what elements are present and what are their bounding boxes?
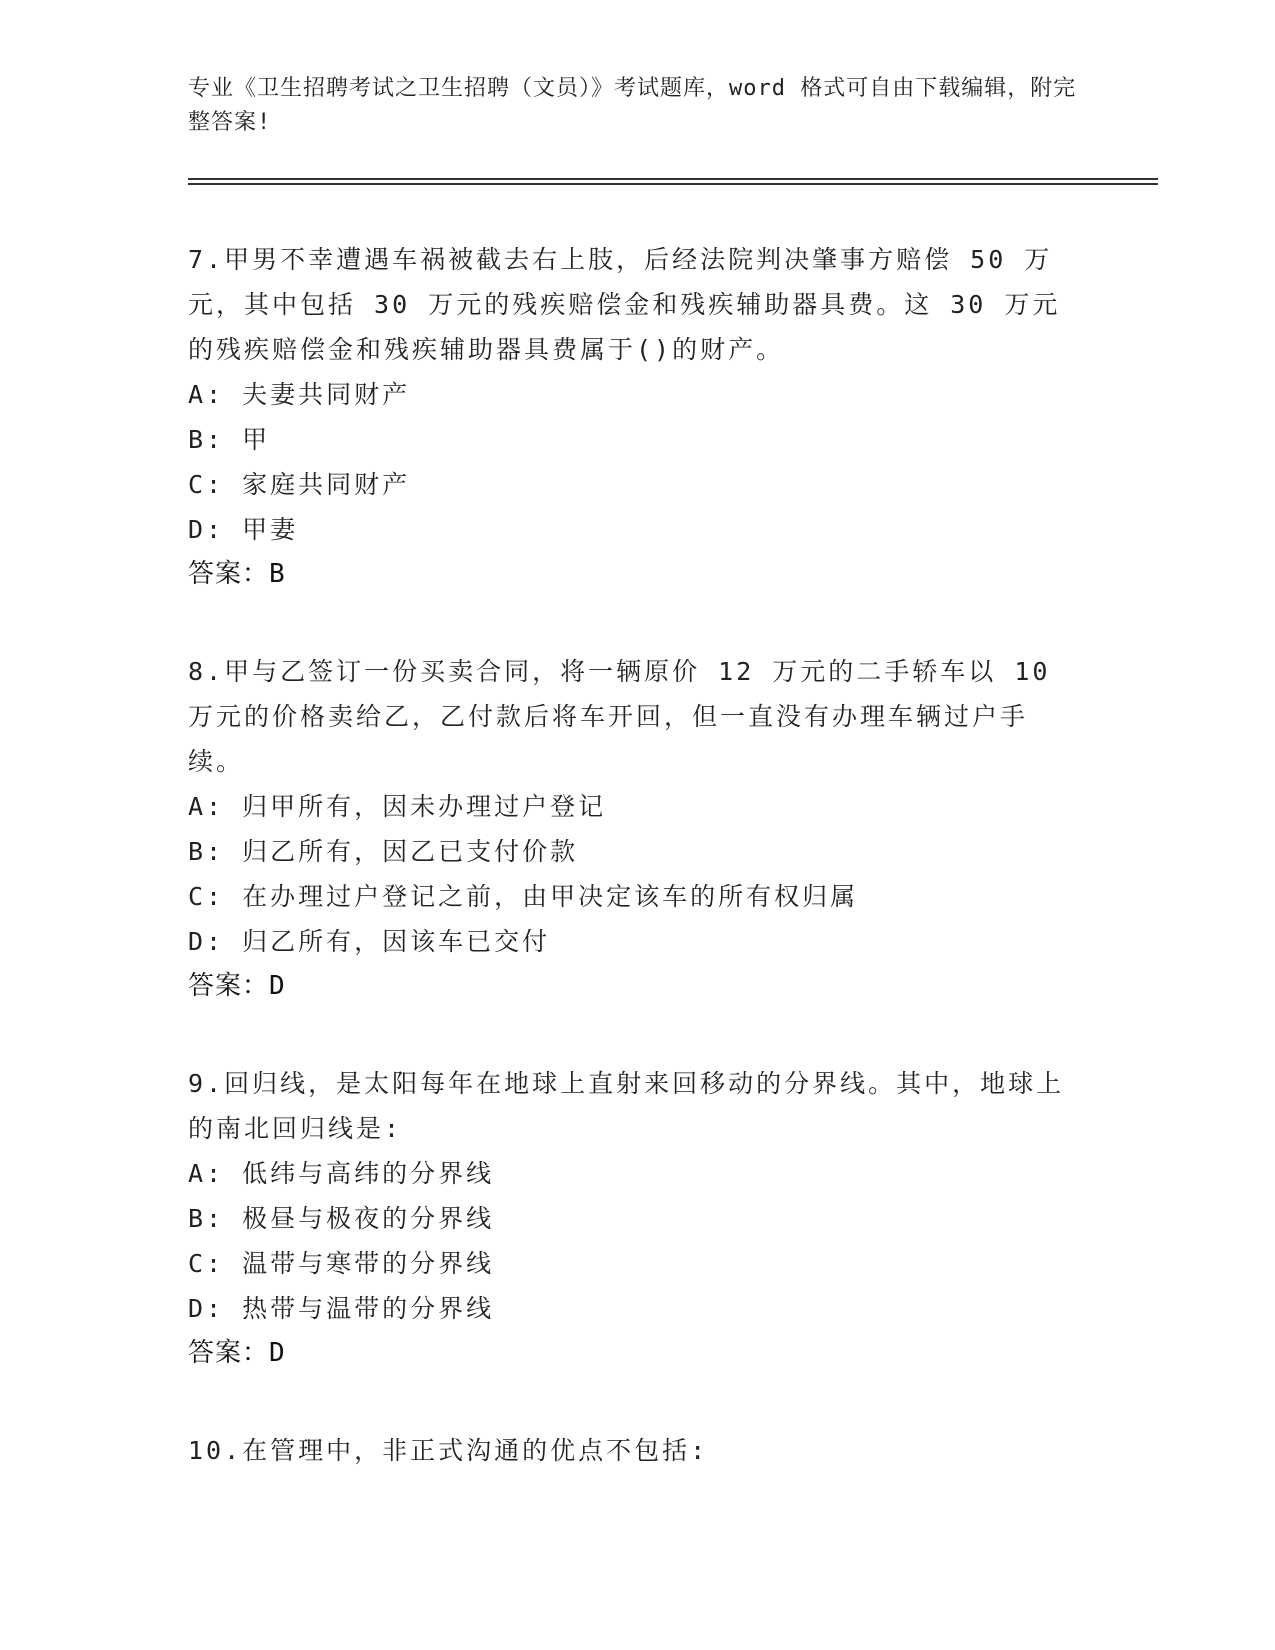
option-c: C: 家庭共同财产 <box>188 470 411 499</box>
answer: 答案：B <box>188 559 286 589</box>
question-9 <box>188 1061 1148 1376</box>
option-a: A: 归甲所有，因未办理过户登记 <box>188 792 607 821</box>
question-8 <box>188 649 1148 1009</box>
option-a: A: 夫妻共同财产 <box>188 380 411 409</box>
question-stem: 7.甲男不幸遭遇车祸被截去右上肢，后经法院判决肇事方赔偿 50 万元，其中包括 30 万元的残疾赔偿金和残疾辅助器具费。这 30 万元的残疾赔偿金和残疾辅助器具费属于()的财产。 <box>188 245 1061 364</box>
question-7 <box>188 237 1148 597</box>
answer: 答案：D <box>188 971 286 1001</box>
option-b: B: 极昼与极夜的分界线 <box>188 1204 495 1233</box>
option-b: B: 甲 <box>188 425 271 454</box>
question-stem: 10.在管理中，非正式沟通的优点不包括: <box>188 1436 709 1465</box>
option-b: B: 归乙所有，因乙已支付价款 <box>188 837 579 866</box>
question-stem: 8.甲与乙签订一份买卖合同，将一辆原价 12 万元的二手轿车以 10 万元的价格卖给乙，乙付款后将车开回，但一直没有办理车辆过户手续。 <box>188 657 1051 776</box>
document-page <box>188 0 1148 1473</box>
option-d: D: 归乙所有，因该车已交付 <box>188 927 551 956</box>
question-10 <box>188 1428 1148 1473</box>
option-d: D: 甲妻 <box>188 515 299 544</box>
document-header: 专业《卫生招聘考试之卫生招聘（文员）》考试题库，word 格式可自由下载编辑，附完整答案! <box>188 76 1077 135</box>
header-divider <box>188 178 1158 185</box>
option-a: A: 低纬与高纬的分界线 <box>188 1159 495 1188</box>
option-c: C: 温带与寒带的分界线 <box>188 1249 495 1278</box>
option-c: C: 在办理过户登记之前，由甲决定该车的所有权归属 <box>188 882 859 911</box>
answer: 答案：D <box>188 1338 286 1368</box>
option-d: D: 热带与温带的分界线 <box>188 1294 495 1323</box>
question-stem: 9.回归线，是太阳每年在地球上直射来回移动的分界线。其中，地球上的南北回归线是: <box>188 1069 1065 1143</box>
